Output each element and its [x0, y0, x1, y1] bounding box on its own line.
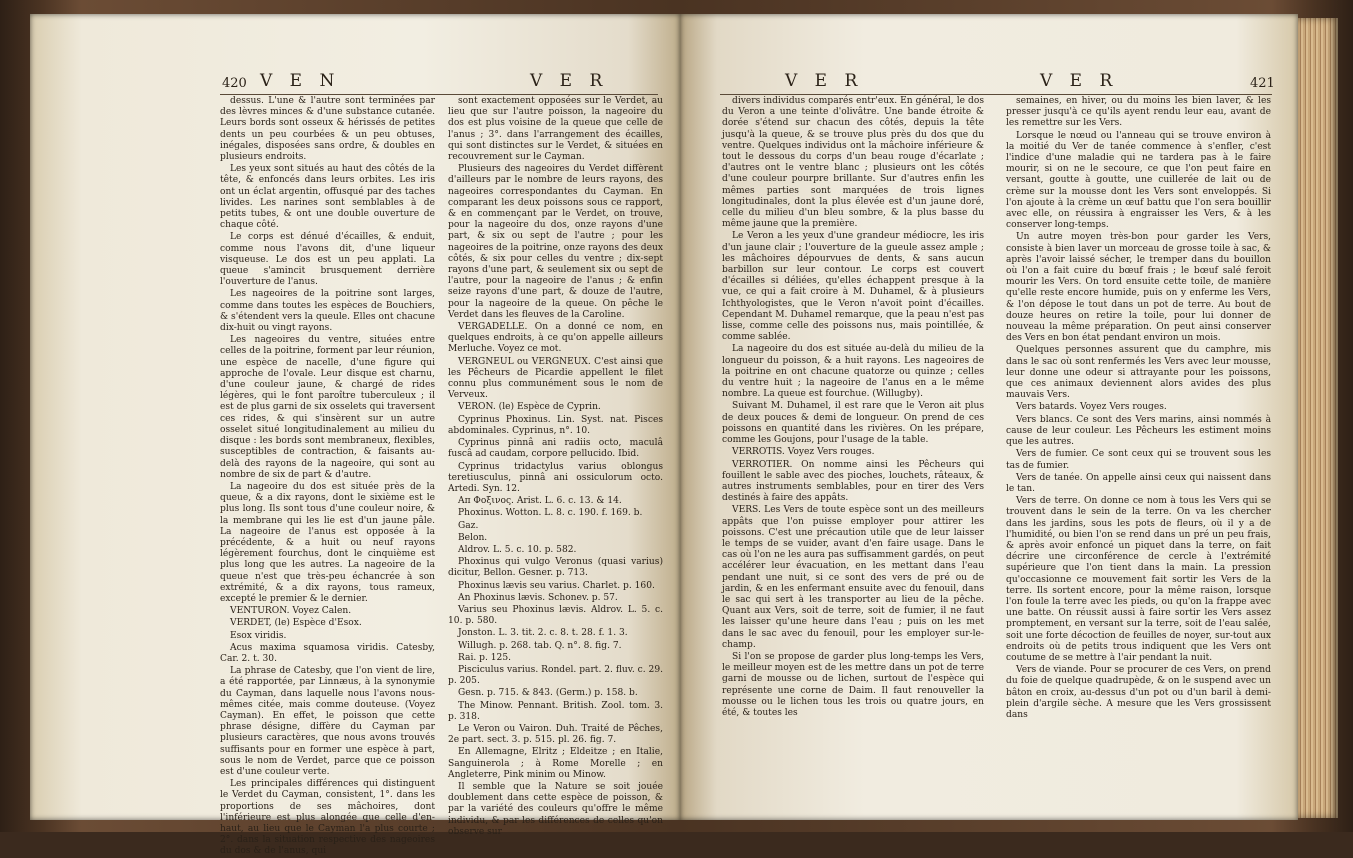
paragraph: Vers de terre. On donne ce nom à tous les Vers qui se trouvent dans le sein de la terre. On va les chercher dans les jardins, sous les pots de fleurs, où il y a de l'humidité, ou bien l'on se rend dans un pré un peu frais, & après avoir enfoncé un piquet dans la terre, on fait décrire une circonférence de cercle à l'extrémité supérieure que l'on tient dans la main. La pression qu'occasionne ce mouvement fait sortir les Vers de la terre. Ils sortent encore, pour la même raison, lorsque l'on foule la terre avec les pieds, ou qu'on la frappe avec une batte. On réussit aussi à faire sortir les Vers assez promptement, en versant sur la terre, soit de l'eau salée, soit une forte décoction de feuilles de noyer, sur-tout aux endroits où de petits trous indiquent que les Vers ont coutume de se mettre à l'air pendant la nuit. [1006, 496, 1271, 663]
paragraph: Vers blancs. Ce sont des Vers marins, ainsi nommés à cause de leur couleur. Les Pêcheurs les estiment moins que les autres. [1006, 414, 1271, 448]
paragraph: En Allemagne, Elritz ; Eldeitze ; en Italie, Sanguinerola ; à Rome Morelle ; en Angleterre, Pink minim ou Minow. [448, 747, 663, 780]
right-page-column-2 [1006, 96, 1271, 831]
book-page-edges [1298, 18, 1338, 818]
paragraph: An Phoxinus lævis. Schonev. p. 57. [458, 592, 618, 603]
left-page [30, 14, 680, 857]
paragraph: Phoxinus qui vulgo Veronus (quasi varius) dicitur, Bellon. Gesner. p. 713. [448, 557, 663, 579]
paragraph: La nageoire du dos est située près de la queue, & a dix rayons, dont le sixième est le plus long. Ils sont tous d'une couleur noire, & la membrane qui les lie est d'un jaune pâle. La nageoire de l'anus est opposée à la précédente, & a huit ou neuf rayons légèrement fourchus, dont le cinquième est plus long que les autres. La nageoire de la queue n'est que très-peu échancrée à son extrémité, & a dix rayons, tous rameux, excepté le premier & le dernier. [220, 481, 435, 604]
paragraph: Si l'on se propose de garder plus long-temps les Vers, le meilleur moyen est de les mettre dans un pot de terre garni de mousse ou de lichen, surtout de l'espèce qui représente une corne de Daim. Il faut renouveller la mousse ou le lichen tous les trois ou quatre jours, en été, & toutes les [722, 651, 984, 718]
paragraph: Belon. [458, 532, 488, 543]
paragraph: La phrase de Catesby, que l'on vient de lire, a été rapportée, par Linnæus, à la synonymie du Cayman, dans laquelle nous l'avons nous-mêmes citée, mais comme douteuse. (Voyez Cayman). En effet, le poisson que cette phrase désigne, diffère du Cayman par plusieurs caractères, que nous avons trouvés suffisants pour en former une espèce à part, sous le nom de Verdet, parce que ce poisson est d'une couleur verte. [220, 666, 435, 777]
left-running-head-right: V E R [530, 71, 609, 91]
left-page-column-1 [220, 96, 435, 857]
paragraph: VERON. (le) Espèce de Cyprin. [458, 402, 601, 413]
left-page-number: 420 [222, 76, 247, 91]
paragraph: Le Veron a les yeux d'une grandeur médiocre, les iris d'un jaune clair ; l'ouverture de la gueule assez ample ; les mâchoires dépourvues de dents, & sans aucun barbillon sur leur contour. Le corps est couvert d'écailles si déliées, qu'elles échappent presque à la vue, ce qui a fait croire à M. Duhamel, & à plusieurs Ichthyologistes, que le Veron n'avoit point d'écailles. Cependant M. Duhamel remarque, que la peau n'est pas lisse, comme celle des poissons nus, mais pointillée, & comme sablée. [722, 231, 984, 343]
paragraph: Phoxinus. Wotton. L. 8. c. 190. f. 169. b. [458, 508, 643, 519]
paragraph: VENTURON. Voyez Calen. [230, 606, 352, 617]
paragraph: VERROTIS. Voyez Vers rouges. [732, 447, 875, 458]
paragraph: Vers de tanée. On appelle ainsi ceux qui naissent dans le tan. [1006, 472, 1271, 494]
paragraph: Gaz. [458, 520, 479, 531]
left-running-head-left: V E N [260, 71, 341, 91]
paragraph: Les yeux sont situés au haut des côtés de la tête, & enfoncés dans leurs orbites. Les iris ont un éclat argentin, offusqué par des taches livides. Les narines sont semblables à de petits tubes, & ont une double ouverture de chaque côté. [220, 164, 435, 231]
paragraph: Pisciculus varius. Rondel. part. 2. fluv. c. 29. p. 205. [448, 664, 663, 687]
paragraph: dessus. L'une & l'autre sont terminées par des lèvres minces & d'une substance cutanée. Leurs bords sont osseux & hérissés de petites dents un peu courbées & un peu obtuses, inégales, disposées sans ordre, & doubles en plusieurs endroits. [220, 96, 435, 163]
paragraph: Quelques personnes assurent que du camphre, mis dans le sac où sont renfermés les Vers avec leur mousse, leur donne une odeur si attrayante pour les poissons, que ces animaux deviennent alors avides des plus mauvais Vers. [1006, 345, 1271, 401]
paragraph: Cyprinus pinnâ ani radiis octo, maculâ fuscâ ad caudam, corpore pellucido. Ibid. [448, 438, 663, 460]
paragraph: Rai. p. 125. [458, 652, 512, 663]
right-page [680, 14, 1298, 820]
paragraph: Varius seu Phoxinus lævis. Aldrov. L. 5. c. 10. p. 580. [448, 604, 663, 627]
paragraph: Le corps est dénué d'écailles, & enduit, comme nous l'avons dit, d'une liqueur visqueuse. Le dos est un peu applati. La queue s'amincit brusquement derrière l'ouverture de l'anus. [220, 232, 435, 288]
right-page-number: 421 [1250, 76, 1275, 91]
paragraph: La nageoire du dos est située au-delà du milieu de la longueur du poisson, & a huit rayons. Les nageoires de la poitrine en ont chacune quatorze ou quinze ; celles du ventre huit ; la nageoire de l'anus en a le même nombre. La queue est fourchue. (Willugby). [722, 344, 984, 400]
paragraph: VERGADELLE. On a donné ce nom, en quelques endroits, à ce qu'on appelle ailleurs Merluche. Voyez ce mot. [448, 322, 663, 355]
paragraph: Esox viridis. [230, 630, 287, 641]
paragraph: Aπ Φοξινος. Arist. L. 6. c. 13. & 14. [458, 496, 622, 507]
paragraph: The Minow. Pennant. British. Zool. tom. 3. p. 318. [448, 700, 663, 722]
paragraph: Suivant M. Duhamel, il est rare que le Veron ait plus de deux pouces & demi de longueur. On prend de ces poissons en quantité dans les rivières. On les prépare, comme les Goujons, pour l'usage de la table. [722, 401, 984, 446]
paragraph: Plusieurs des nageoires du Verdet diffèrent d'ailleurs par le nombre de leurs rayons, des nageoires correspondantes du Cayman. En comparant les deux poissons sous ce rapport, & en commençant par le Verdet, on trouve, pour la nageoire du dos, onze rayons d'une part, & six ou sept de l'autre ; pour les nageoires de la poitrine, onze rayons des deux côtés, & six pour celles du ventre ; dix-sept rayons d'une part, & seulement six ou sept de l'autre, pour la nageoire de l'anus ; & enfin seize rayons d'une part, & douze de l'autre, pour la nageoire de la queue. On pêche le Verdet dans les fleuves de la Caroline. [448, 164, 663, 320]
paragraph: Il semble que la Nature se soit jouée doublement dans cette espèce de poisson, & par la variété des couleurs qu'offre le même individu, & par les différences de celles qu'on observe sur [448, 781, 663, 837]
paragraph: VERDET, (le) Espèce d'Esox. [230, 618, 362, 629]
paragraph: Le Veron ou Vairon. Duh. Traité de Pêches, 2e part. sect. 3. p. 515. pl. 26. fig. 7. [448, 723, 663, 746]
paragraph: Vers de viande. Pour se procurer de ces Vers, on prend du foie de quelque quadrupède, & on le suspend avec un bâton en croix, au-dessus d'un pot ou d'un baril à demi-plein d'argile sèche. A mesure que les Vers grossissent dans [1006, 665, 1271, 720]
paragraph: Cyprinus Phoxinus. Lin. Syst. nat. Pisces abdominales. Cyprinus, n°. 10. [448, 414, 663, 436]
paragraph: Les nageoires de la poitrine sont larges, comme dans toutes les espèces de Bouchiers, & s'étendent vers la queule. Elles ont chacune dix-huit ou vingt rayons. [220, 289, 435, 334]
paragraph: Cyprinus tridactylus varius oblongus teretiusculus, pinnâ ani ossiculorum octo. Artedi. Syn. 12. [448, 461, 663, 494]
paragraph: divers individus comparés entr'eux. En général, le dos du Veron a une teinte d'olivâtre. Une bande étroite & dorée s'étend sur chacun des côtés, depuis la tête jusqu'à la queue, & se trouve plus près du dos que du ventre. Quelques individus ont la mâchoire inférieure & tout le dessous du corps d'un beau rouge d'écarlate ; d'autres ont le ventre blanc ; plusieurs ont les côtés d'une couleur pourpre brillante. Sur d'autres enfin les mêmes parties sont marquées de trois lignes longitudinales, dont la plus élevée est d'un jaune doré, celle du milieu d'un bleu sombre, & la plus basse du même jaune que la première. [722, 96, 984, 230]
paragraph: Lorsque le nœud ou l'anneau qui se trouve environ à la moitié du Ver de tanée commence à s'enfler, c'est l'indice d'une maladie qui ne tardera pas à le faire mourir, si on ne le secoure, ce que l'on peut faire en versant, goutte à goutte, une cuillerée de lait ou de crème sur la mousse dont les Vers sont enveloppés. Si l'on ajoute à la crème un œuf battu que l'on sera bouillir avec elle, on réussira à engraisser les Vers, & à les conserver long-temps. [1006, 130, 1271, 231]
paragraph: Vers batards. Voyez Vers rouges. [1016, 402, 1167, 413]
right-header-rule [720, 94, 1272, 95]
paragraph: Les principales différences qui distinguent le Verdet du Cayman, consistent, 1°. dans les proportions de ses mâchoires, dont l'inférieure est plus alongée que celle d'en-haut, au lieu que le Cayman l'a plus courte ; 2°. dans la situation respective des nageoires du dos & de l'anus, qui [220, 779, 435, 857]
right-page-column-1 [722, 96, 984, 831]
paragraph: VERS. Les Vers de toute espèce sont un des meilleurs appâts que l'on puisse employer pour attirer les poissons. C'est une précaution utile que de leur laisser le temps de se vuider, avant d'en faire usage. Dans le cas où l'on ne les aura pas suffisamment gardés, on peut accélérer leur évacuation, en les mettant dans l'eau pendant une nuit, si ce sont des vers de pré ou de jardin, & en les enfermant ensuite avec du fenouil, dans le sac qui sert à les transporter au lieu de la pêche. Quant aux Vers, soit de terre, soit de fumier, il ne faut les laisser qu'une heure dans l'eau ; puis on les met dans le sac avec du fenouil, pour les employer sur-le-champ. [722, 505, 984, 650]
paragraph: Un autre moyen très-bon pour garder les Vers, consiste à bien laver un morceau de grosse toile à sac, & après l'avoir laissé sécher, le tremper dans du bouillon où l'on a fait cuire du bœuf frais ; le bœuf salé feroit mourir les Vers. On tord ensuite cette toile, de manière qu'elle reste encore humide, puis on y enferme les Vers, & l'on dépose le tout dans un pot de terre. Au bout de douze heures on retire la toile, pour lui donner de nouveau la même préparation. On peut ainsi conserver des Vers en bon état pendant environ un mois. [1006, 232, 1271, 344]
paragraph: Aldrov. L. 5. c. 10. p. 582. [458, 544, 577, 555]
paragraph: Phoxinus lævis seu varius. Charlet. p. 160. [458, 580, 655, 591]
paragraph: VERROTIER. On nomme ainsi les Pêcheurs qui fouillent le sable avec des pioches, louchets, râteaux, & autres instruments semblables, pour en tirer des Vers destinés à faire des appâts. [722, 459, 984, 504]
paragraph: Acus maxima squamosa viridis. Catesby, Car. 2. t. 30. [220, 642, 435, 664]
left-page-column-2 [448, 96, 663, 837]
paragraph: semaines, en hiver, ou du moins les bien laver, & les presser jusqu'à ce qu'ils ayent rendu leur eau, avant de les remettre sur les Vers. [1006, 96, 1271, 129]
left-header-rule [220, 94, 658, 95]
paragraph: Les nageoires du ventre, situées entre celles de la poitrine, forment par leur réunion, une espèce de nacelle, d'une figure qui approche de l'ovale. Leur disque est charnu, d'une couleur jaune, & chargé de rides légères, qui le font paroître tuberculeux ; il est de plus garni de six osselets qui traversent ces rides, & qui s'insèrent sur un autre osselet situé longitudinalement au milieu du disque : les bords sont membraneux, flexibles, susceptibles de contraction, & faisants au-delà des rayons de la nageoire, qui sont au nombre de six de part & d'autre. [220, 335, 435, 480]
right-running-head-right: V E R [1040, 71, 1119, 91]
paragraph: Jonston. L. 3. tit. 2. c. 8. t. 28. f. 1. 3. [458, 628, 628, 639]
right-running-head-left: V E R [785, 71, 864, 91]
paragraph: VERGNEUL ou VERGNEUX. C'est ainsi que les Pêcheurs de Picardie appellent le filet connu plus communément sous le nom de Verveux. [448, 356, 663, 401]
paragraph: sont exactement opposées sur le Verdet, au lieu que sur l'autre poisson, la nageoire du dos est plus voisine de la queue que celle de l'anus ; 3°. dans l'arrangement des écailles, qui sont distinctes sur le Verdet, & situées en recouvrement sur le Cayman. [448, 96, 663, 163]
paragraph: Vers de fumier. Ce sont ceux qui se trouvent sous les tas de fumier. [1006, 449, 1271, 471]
paragraph: Willugh. p. 268. tab. Q. n°. 8. fig. 7. [458, 640, 622, 651]
paragraph: Gesn. p. 715. & 843. (Germ.) p. 158. b. [458, 688, 638, 699]
